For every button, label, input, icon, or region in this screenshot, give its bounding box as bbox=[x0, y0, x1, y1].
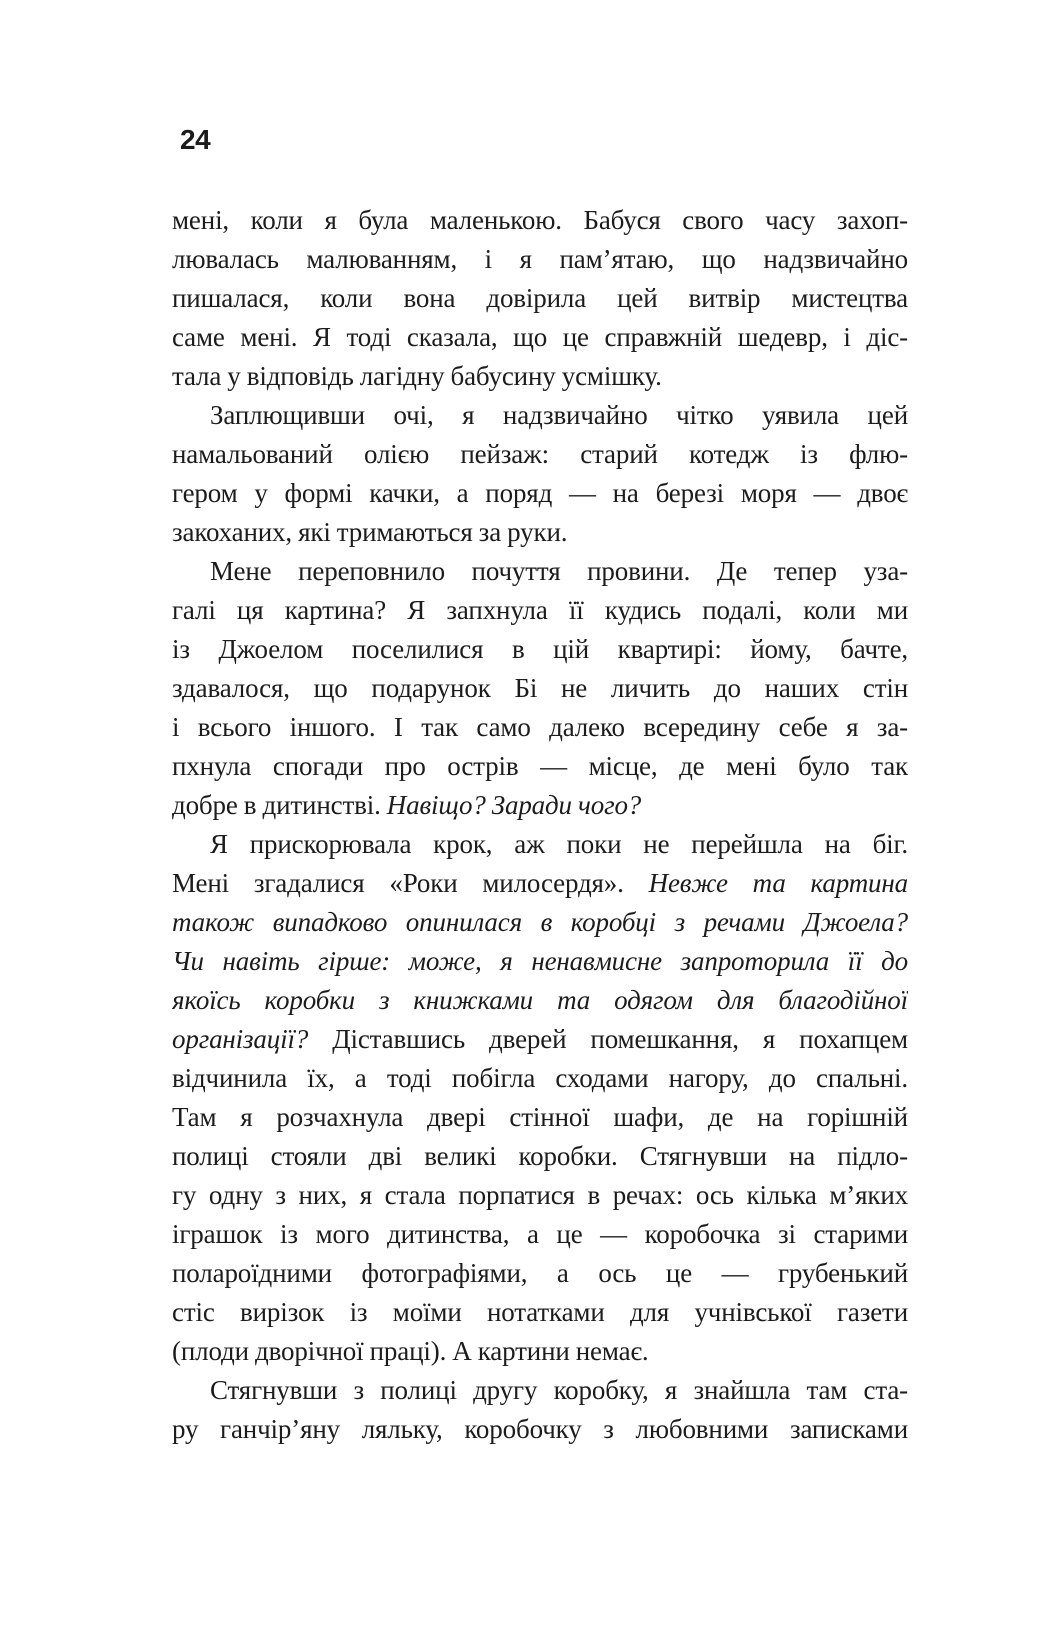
text-segment: ру ганчір’яну ляльку, коробочку з любовними записками bbox=[172, 1414, 908, 1444]
text-segment: Заплющивши очі, я надзвичайно чітко уявила цей bbox=[210, 400, 908, 430]
text-segment: відчинила їх, а тоді побігла сходами нагору, до спальні. bbox=[172, 1063, 908, 1093]
text-segment-italic: також випадково опинилася в коробці з речами Джоела? bbox=[172, 907, 908, 937]
text-segment: іграшок із мого дитинства, а це — коробочка зі старими bbox=[172, 1219, 908, 1249]
text-line bbox=[172, 435, 908, 474]
text-line bbox=[172, 1410, 908, 1449]
text-line bbox=[172, 786, 908, 825]
text-line bbox=[172, 396, 908, 435]
text-line bbox=[172, 1176, 908, 1215]
text-segment: гером у формі качки, а поряд — на березі моря — двоє bbox=[172, 478, 908, 508]
text-segment: Я прискорювала крок, аж поки не перейшла на біг. bbox=[210, 829, 908, 859]
text-segment: і всього іншого. І так само далеко всередину себе я за- bbox=[172, 712, 908, 742]
text-line bbox=[172, 1137, 908, 1176]
text-segment: стіс вирізок із моїми нотатками для учнівської газети bbox=[172, 1297, 908, 1327]
text-line bbox=[172, 942, 908, 981]
text-line bbox=[172, 591, 908, 630]
text-segment: тала у відповідь лагідну бабусину усмішку. bbox=[172, 361, 662, 391]
text-line bbox=[172, 201, 908, 240]
text-segment: здавалося, що подарунок Бі не личить до наших стін bbox=[172, 673, 908, 703]
text-line bbox=[172, 513, 908, 552]
text-line bbox=[172, 747, 908, 786]
text-segment-italic: Невже та картина bbox=[648, 868, 908, 898]
text-segment: пхнула спогади про острів — місце, де мені було так bbox=[172, 751, 908, 781]
text-segment: саме мені. Я тоді сказала, що це справжній шедевр, і діс- bbox=[172, 322, 908, 352]
body-text-block bbox=[172, 201, 908, 1449]
text-line bbox=[172, 630, 908, 669]
text-line bbox=[172, 1254, 908, 1293]
text-segment: закоханих, які тримаються за руки. bbox=[172, 517, 568, 547]
text-segment-italic: організації? bbox=[172, 1024, 333, 1054]
text-segment: Мене переповнило почуття провини. Де тепер уза- bbox=[210, 556, 908, 586]
text-line bbox=[172, 1293, 908, 1332]
text-line bbox=[172, 1215, 908, 1254]
text-segment: Стягнувши з полиці другу коробку, я знайшла там ста- bbox=[210, 1375, 908, 1405]
text-line bbox=[172, 1371, 908, 1410]
text-segment: намальований олією пейзаж: старий котедж із флю- bbox=[172, 439, 908, 469]
text-segment: Там я розчахнула двері стінної шафи, де на горішній bbox=[172, 1102, 908, 1132]
text-segment: гу одну з них, я стала порпатися в речах: ось кілька м’яких bbox=[172, 1180, 908, 1210]
text-segment: із Джоелом поселилися в цій квартирі: йому, бачте, bbox=[172, 634, 908, 664]
text-line bbox=[172, 1059, 908, 1098]
text-line bbox=[172, 279, 908, 318]
text-line bbox=[172, 1332, 908, 1371]
text-line bbox=[172, 1098, 908, 1137]
text-segment: пишалася, коли вона довірила цей витвір мистецтва bbox=[172, 283, 908, 313]
text-segment: Діставшись дверей помешкання, я похапцем bbox=[332, 1024, 908, 1054]
text-line bbox=[172, 864, 908, 903]
text-segment: галі ця картина? Я запхнула її кудись подалі, коли ми bbox=[172, 595, 908, 625]
text-line bbox=[172, 240, 908, 279]
text-line bbox=[172, 708, 908, 747]
text-line bbox=[172, 903, 908, 942]
text-segment: Мені згадалися «Роки милосердя». bbox=[172, 868, 649, 898]
text-segment: полиці стояли дві великі коробки. Стягнувши на підло- bbox=[172, 1141, 908, 1171]
text-segment-italic: якоїсь коробки з книжками та одягом для благодійної bbox=[172, 985, 908, 1015]
text-segment: мені, коли я була маленькою. Бабуся свого часу захоп- bbox=[172, 205, 908, 235]
text-line bbox=[172, 552, 908, 591]
text-line bbox=[172, 357, 908, 396]
text-segment: полароїдними фотографіями, а ось це — грубенький bbox=[172, 1258, 908, 1288]
text-line bbox=[172, 318, 908, 357]
text-segment: (плоди дворічної праці). А картини немає. bbox=[172, 1336, 649, 1366]
text-segment: добре в дитинстві. bbox=[172, 790, 387, 820]
page-number: 24 bbox=[180, 124, 211, 155]
text-line bbox=[172, 474, 908, 513]
text-segment-italic: Навіщо? Заради чого? bbox=[386, 790, 642, 820]
text-line bbox=[172, 1020, 908, 1059]
text-line bbox=[172, 825, 908, 864]
text-segment: лювалась малюванням, і я пам’ятаю, що надзвичайно bbox=[172, 244, 908, 274]
text-segment-italic: Чи навіть гірше: може, я ненавмисне запроторила її до bbox=[172, 946, 908, 976]
text-line bbox=[172, 669, 908, 708]
text-line bbox=[172, 981, 908, 1020]
